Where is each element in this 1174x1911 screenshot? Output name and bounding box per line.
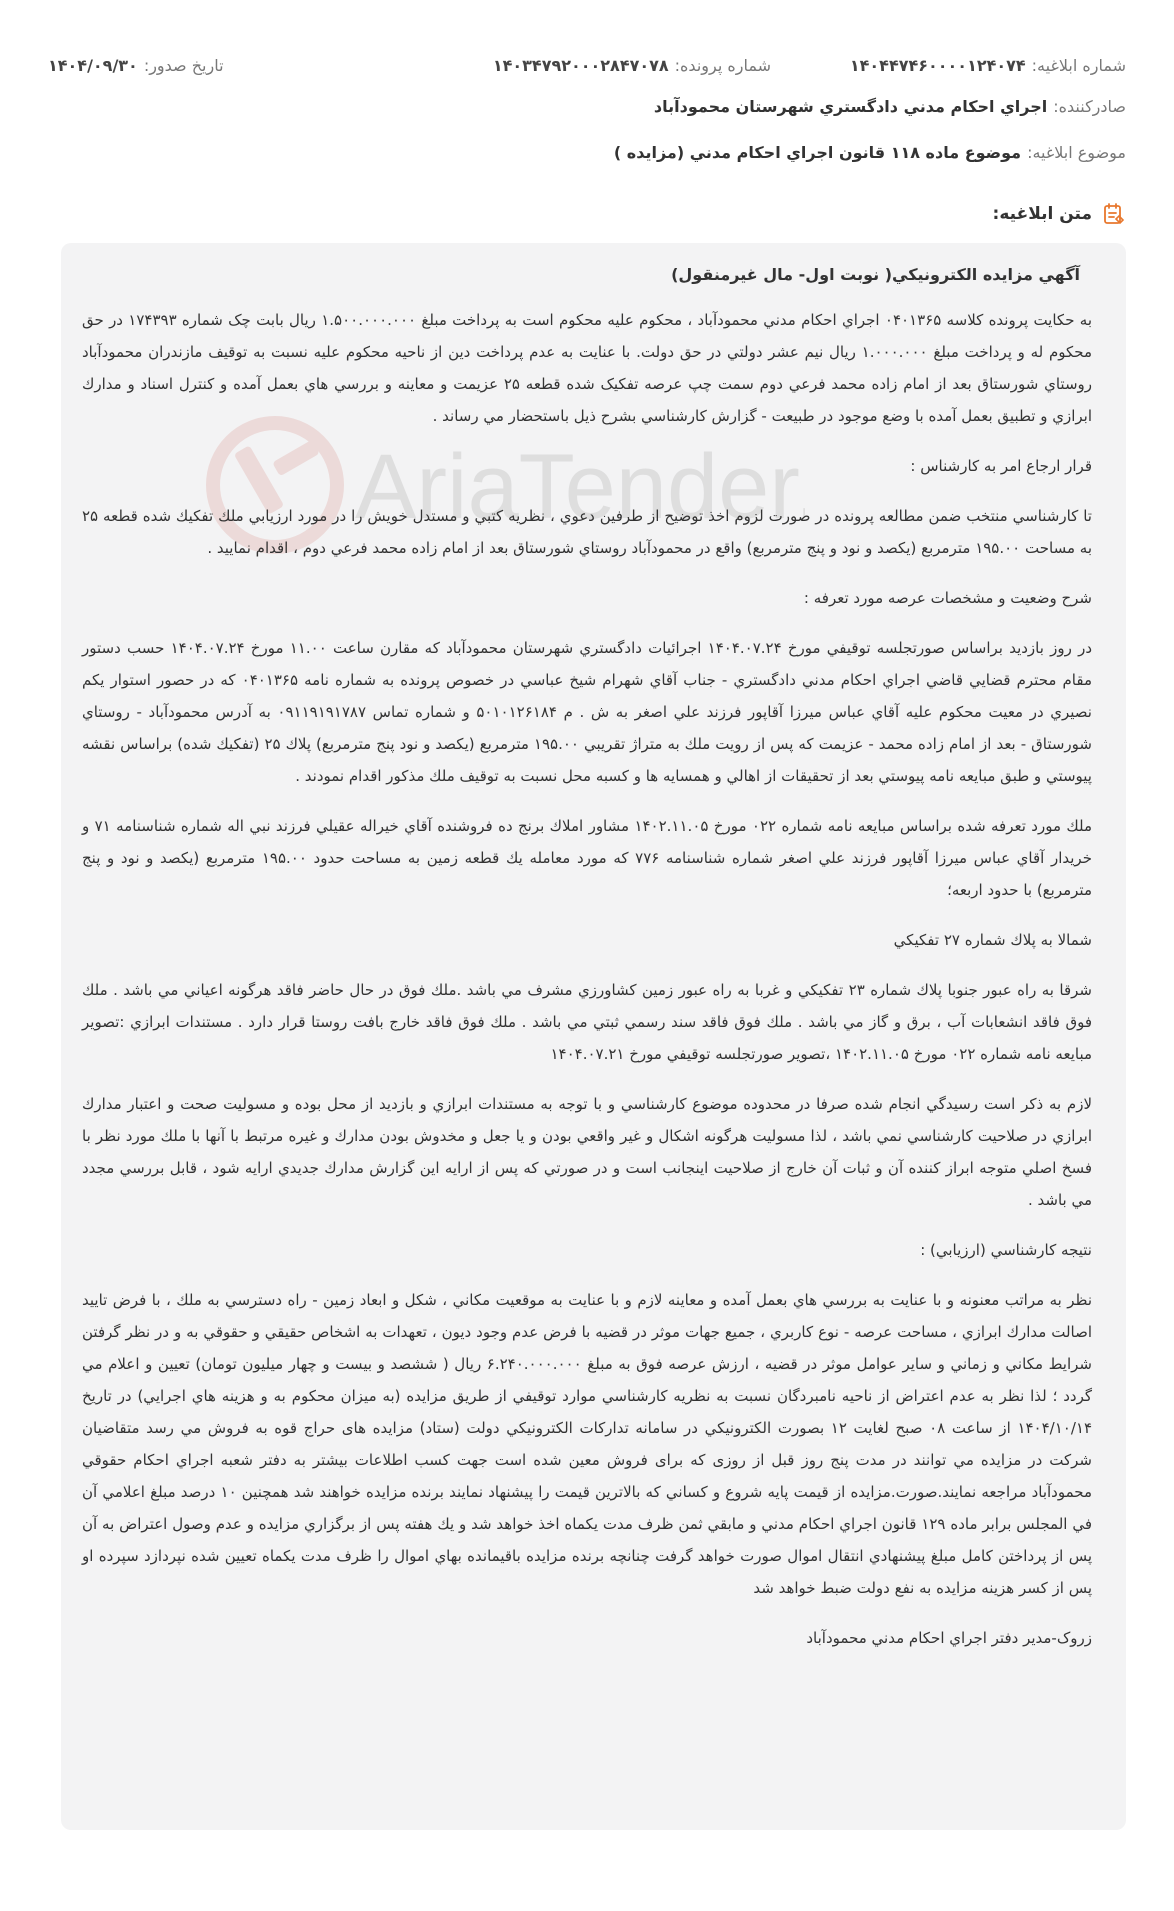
issue-date <box>48 56 224 75</box>
signature: زروک-مدير دفتر اجراي احکام مدني محمودآباد <box>806 1629 1092 1647</box>
issuer-label: صادرکننده: <box>1053 97 1126 116</box>
case-number-value: ۱۴۰۳۴۷۹۲۰۰۰۲۸۴۷۰۷۸ <box>492 56 669 75</box>
notice-body <box>82 262 1092 1672</box>
paragraph-boundaries: شرقا به راه عبور جنوبا پلاك شماره ۲۳ تفكيكي و غربا به راه عبور زمين كشاورزي مشرف مي باشد .ملك فوق در حال حاضر فاقد هرگونه اعياني مي باشد . ملك فوق فاقد انشعابات آب ، برق و گاز مي باشد . ملك فوق فاقد سند رسمي ثبتي مي باشد . ملك فوق فاقد خارج بافت روستا قرار دارد . مستندات ابرازي :تصوير مبايعه نامه شماره ۰۲۲ مورخ ۱۴۰۲.۱۱.۰۵ ،تصوير صورتجلسه توقيفي مورخ ۱۴۰۴.۰۷.۲۱ <box>82 981 1093 1063</box>
subject-line <box>614 143 1126 162</box>
notice-number-label: شماره ابلاغيه: <box>1031 56 1126 75</box>
watermark-text: AriaTender <box>355 436 795 538</box>
meta-row <box>48 56 1126 84</box>
subject-value: موضوع ماده ۱۱۸ قانون اجراي احکام مدني (مزايده ) <box>613 143 1022 162</box>
heading-result: نتيجه كارشناسي (ارزيابي) : <box>920 1241 1092 1259</box>
case-number-label: شماره پرونده: <box>674 56 771 75</box>
paragraph-result: نظر به مراتب معنونه و با عنايت به بررسي هاي بعمل آمده و معاينه لازم و با عنايت به موقعيت مكاني ، شكل و ابعاد زمين - راه دسترسي به ملك ، با فرض تاييد اصالت مدارك ابرازي ، مساحت عرصه - نوع كاربري ، جميع جهات موثر در قضيه با فرض عدم وجود ديون ، تعهدات به اشخاص حقيقي و حقوقي به و در نظر گرفتن شرايط مكاني و زماني و ساير عوامل موثر در قضيه ، ارزش عرصه فوق به مبلغ ۶.۲۴۰.۰۰۰.۰۰۰ ريال ( ششصد و بيست و چهار ميليون تومان) تعيين و اعلام مي گردد ؛ لذا نظر به عدم اعتراض از ناحيه نامبردگان نسبت به نظريه کارشناسي موارد توقيفي از طريق مزايده (به ميزان محکوم به و هزينه هاي اجرايي) در تاريخ ۱۴۰۴/۱۰/۱۴ از ساعت ۰۸ صبح لغايت ۱۲ بصورت الکترونيکي در سامانه تدارکات الکترونيکي دولت (ستاد) مزايده هاى حراج قوه به فروش مي رسد متقاضيان شرکت در مزايده مي توانند در مدت پنج روز قبل از روزى که براى فروش معين شده است جهت کسب اطلاعات بيشتر به دفتر شعبه اجراي احکام حقوقي محمودآباد مراجعه نمايند.صورت.مزايده از قيمت پايه شروع و کساني که بالاترين قيمت را پيشنهاد نمايند برنده مزايده خواهند شد همچنين ۱۰ درصد مبلغ اعلامي آن في المجلس برابر ماده ۱۲۹ قانون اجراي احکام مدني و مابقي ثمن ظرف مدت يکماه اخذ خواهد شد و يك هفته پس از برگزاري مزايده و عدم وصول اعتراض به آن پس از پرداختن کامل مبلغ پيشنهادي انتقال اموال صورت خواهد گرفت چنانچه برنده مزايده باقيمانده بهاي اموال را ظرف مدت يکماه تعيين شده نپردازد سپرده او پس از کسر هزينه مزايده به نفع دولت ضبط خواهد شد <box>82 1291 1093 1597</box>
issuer-value: اجراي احكام مدني دادگستري شهرستان محمودآباد <box>653 97 1048 116</box>
subject-label: موضوع ابلاغيه: <box>1027 143 1126 162</box>
section-title <box>993 200 1126 228</box>
paragraph-intro: به حكايت پرونده كلاسه ۰۴۰۱۳۶۵ اجراي احكام مدني محمودآباد ، محكوم عليه محكوم است به پرداخت مبلغ ۱.۵۰۰.۰۰۰.۰۰۰ ريال بابت چک شماره ۱۷۴۳۹۳ در حق محکوم له و پرداخت مبلغ ۱.۰۰۰.۰۰۰ ريال نيم عشر دولتي در حق دولت. با عنايت به عدم پرداخت دين از ناحيه محكوم عليه نسبت به توقيف مازندران محمودآباد روستاي شورستاق بعد از امام زاده محمد فرعي دوم سمت چپ عرصه تفکيک شده قطعه ۲۵ عزيمت و معاينه و بررسي هاي بعمل آمده و كنترل اسناد و مدارك ابرازي و تطبيق بعمل آمده با وضع موجود در طبيعت - گزارش كارشناسي بشرح ذيل باستحضار مي رساند . <box>82 311 1093 425</box>
notice-number <box>850 56 1126 75</box>
issue-date-value: ۱۴۰۴/۰۹/۳۰ <box>48 56 138 75</box>
document-text-icon <box>1102 202 1126 226</box>
heading-north-boundary: شمالا به پلاك شماره ۲۷ تفكيكي <box>893 931 1092 949</box>
case-number <box>493 56 771 75</box>
paragraph-status: در روز بازديد براساس صورتجلسه توقيفي مورخ ۱۴۰۴.۰۷.۲۴ اجرائيات دادگستري شهرستان محمودآباد كه مقارن ساعت ۱۱.۰۰ مورخ ۱۴۰۴.۰۷.۲۴ حسب دستور مقام محترم قضايي قاضي اجراي احكام مدني دادگستري - جناب آقاي شهرام شيخ عباسي در خصوص پرونده به شماره نامه ۰۴۰۱۳۶۵ كه در حصور استوار يكم نصيري در معيت محكوم عليه آقاي عباس ميرزا آقاپور فرزند علي اصغر به ش . م ۵۰۱۰۱۲۶۱۸۴ و شماره تماس ۰۹۱۱۹۱۹۱۷۸۷ به آدرس محمودآباد - روستاي شورستاق - بعد از امام زاده محمد - عزيمت كه پس از رويت ملك به متراژ تقريبي ۱۹۵.۰۰ مترمربع (يكصد و نود پنج مترمربع) پلاك ۲۵ (تفكيك شده) براساس نقشه پيوستي و طبق مبايعه نامه پيوستي بعد از تحقيقات از اهالي و همسايه ها و كسبه محل نسبت به توقيف ملك مذكور اقدام نمودند . <box>82 639 1093 785</box>
heading-status: شرح وضعيت و مشخصات عرصه مورد تعرفه : <box>803 589 1092 607</box>
paragraph-disclaimer: لازم به ذكر است رسيدگي انجام شده صرفا در محدوده موضوع كارشناسي و با توجه به مستندات ابرازي و بازديد از محل بوده و مسوليت صحت و اعتبار مدارك ابرازي در صلاحيت كارشناسي نمي باشد ، لذا مسوليت هرگونه اشكال و غير واقعي بودن و يا جعل و مخدوش بودن مدارك و غيره مرتبط با آنها با ملك مورد نظر با فسخ اصلي متوجه ابراز كننده آن و ثبات آن خارج از صلاحيت اينجانب است و در صورتي كه پس از ارايه اين گزارش مدارك جديدي ارايه شود ، قابل بررسي مجدد مي باشد . <box>82 1095 1092 1209</box>
paragraph-contract: ملك مورد تعرفه شده براساس مبايعه نامه شماره ۰۲۲ مورخ ۱۴۰۲.۱۱.۰۵ مشاور املاك برنج ده فروشنده آقاي خيراله عقيلي فرزند نبي اله شماره شناسنامه ۷۱ و خريدار آقاي عباس ميرزا آقاپور فرزند علي اصغر شماره شناسنامه ۷۷۶ كه مورد معامله يك قطعه زمين به مساحت حدود ۱۹۵.۰۰ مترمربع (يكصد و نود و پنج مترمربع) با حدود اربعه؛ <box>82 817 1093 899</box>
paragraph-referral: تا كارشناسي منتخب ضمن مطالعه پرونده در صورت لزوم اخذ توضيح از طرفين دعوي ، نظريه كتبي و مستدل خويش را در مورد ارزيابي ملك تفكيك شده قطعه ۲۵ به مساحت ۱۹۵.۰۰ مترمربع (يكصد و نود و پنج مترمربع) واقع در محمودآباد روستاي شورستاق بعد از امام زاده محمد فرعي دوم ، اقدام نماييد . <box>82 507 1092 557</box>
issuer-line <box>654 97 1126 116</box>
notice-number-value: ۱۴۰۴۴۷۴۶۰۰۰۰۱۲۴۰۷۴ <box>849 56 1026 75</box>
notice-heading: آگهي مزايده الكترونيكي( نوبت اول- مال غيرمنقول) <box>671 265 1080 284</box>
heading-referral: قرار ارجاع امر به كارشناس : <box>910 457 1092 475</box>
section-title-label: متن ابلاغيه: <box>992 204 1092 224</box>
issue-date-label: تاريخ صدور: <box>143 56 224 75</box>
